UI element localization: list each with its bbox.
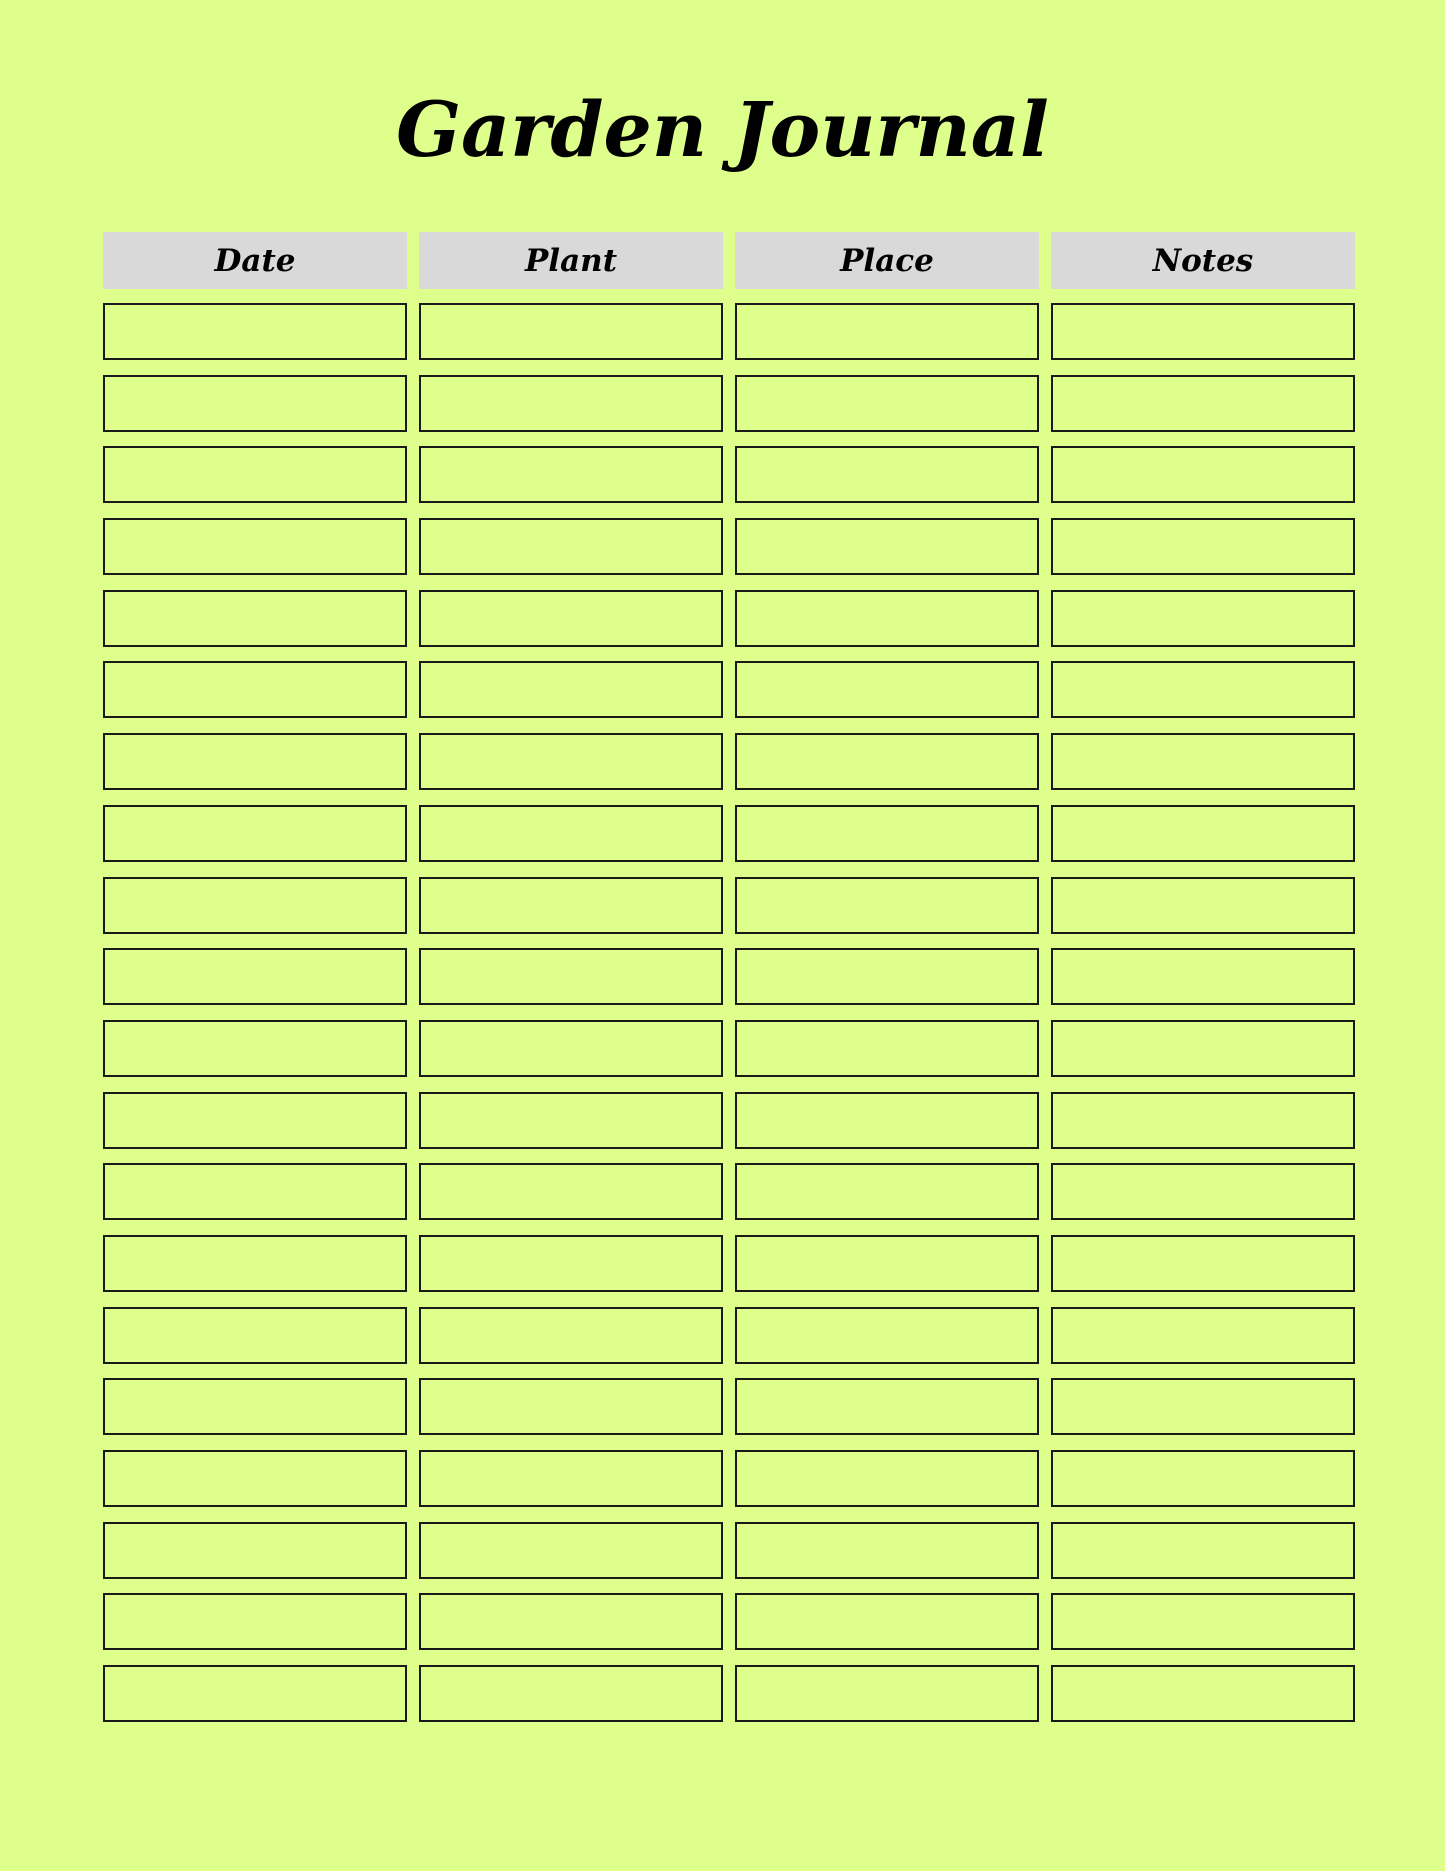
entry-cell-place[interactable] <box>735 446 1039 503</box>
column-header-plant: Plant <box>419 232 723 289</box>
entry-cell-place[interactable] <box>735 1378 1039 1435</box>
entry-cell-date[interactable] <box>103 1522 407 1579</box>
entry-cell-place[interactable] <box>735 303 1039 360</box>
table-row <box>103 518 1355 575</box>
table-row <box>103 948 1355 1005</box>
table-row <box>103 1593 1355 1650</box>
entry-cell-place[interactable] <box>735 1235 1039 1292</box>
entry-cell-notes[interactable] <box>1051 518 1355 575</box>
table-row <box>103 1092 1355 1149</box>
entry-cell-notes[interactable] <box>1051 948 1355 1005</box>
entry-cell-notes[interactable] <box>1051 375 1355 432</box>
entry-cell-notes[interactable] <box>1051 733 1355 790</box>
entry-cell-date[interactable] <box>103 590 407 647</box>
entry-cell-date[interactable] <box>103 877 407 934</box>
entry-cell-plant[interactable] <box>419 1020 723 1077</box>
entry-cell-plant[interactable] <box>419 1450 723 1507</box>
journal-table-body <box>103 303 1355 1737</box>
entry-cell-place[interactable] <box>735 1522 1039 1579</box>
table-row <box>103 805 1355 862</box>
table-row <box>103 1378 1355 1435</box>
entry-cell-place[interactable] <box>735 661 1039 718</box>
entry-cell-plant[interactable] <box>419 590 723 647</box>
column-header-date: Date <box>103 232 407 289</box>
entry-cell-date[interactable] <box>103 948 407 1005</box>
entry-cell-notes[interactable] <box>1051 1665 1355 1722</box>
entry-cell-date[interactable] <box>103 518 407 575</box>
entry-cell-date[interactable] <box>103 1235 407 1292</box>
entry-cell-notes[interactable] <box>1051 877 1355 934</box>
entry-cell-plant[interactable] <box>419 1307 723 1364</box>
entry-cell-date[interactable] <box>103 661 407 718</box>
entry-cell-plant[interactable] <box>419 877 723 934</box>
entry-cell-date[interactable] <box>103 1020 407 1077</box>
entry-cell-notes[interactable] <box>1051 1092 1355 1149</box>
entry-cell-place[interactable] <box>735 1307 1039 1364</box>
entry-cell-place[interactable] <box>735 1665 1039 1722</box>
entry-cell-date[interactable] <box>103 375 407 432</box>
table-row <box>103 1235 1355 1292</box>
table-row <box>103 661 1355 718</box>
entry-cell-plant[interactable] <box>419 1163 723 1220</box>
entry-cell-date[interactable] <box>103 1593 407 1650</box>
entry-cell-plant[interactable] <box>419 661 723 718</box>
table-row <box>103 1522 1355 1579</box>
entry-cell-notes[interactable] <box>1051 1163 1355 1220</box>
entry-cell-notes[interactable] <box>1051 1450 1355 1507</box>
entry-cell-notes[interactable] <box>1051 805 1355 862</box>
entry-cell-plant[interactable] <box>419 375 723 432</box>
entry-cell-plant[interactable] <box>419 1235 723 1292</box>
table-row <box>103 733 1355 790</box>
entry-cell-notes[interactable] <box>1051 661 1355 718</box>
column-header-place: Place <box>735 232 1039 289</box>
entry-cell-place[interactable] <box>735 805 1039 862</box>
entry-cell-place[interactable] <box>735 375 1039 432</box>
table-row <box>103 446 1355 503</box>
entry-cell-place[interactable] <box>735 1593 1039 1650</box>
entry-cell-notes[interactable] <box>1051 1378 1355 1435</box>
column-header-notes: Notes <box>1051 232 1355 289</box>
entry-cell-place[interactable] <box>735 1450 1039 1507</box>
entry-cell-place[interactable] <box>735 590 1039 647</box>
table-row <box>103 1307 1355 1364</box>
entry-cell-notes[interactable] <box>1051 303 1355 360</box>
entry-cell-date[interactable] <box>103 446 407 503</box>
entry-cell-plant[interactable] <box>419 303 723 360</box>
entry-cell-notes[interactable] <box>1051 590 1355 647</box>
table-header <box>103 232 1355 289</box>
entry-cell-place[interactable] <box>735 733 1039 790</box>
entry-cell-notes[interactable] <box>1051 1235 1355 1292</box>
entry-cell-date[interactable] <box>103 733 407 790</box>
entry-cell-place[interactable] <box>735 1092 1039 1149</box>
table-row <box>103 1450 1355 1507</box>
entry-cell-date[interactable] <box>103 1163 407 1220</box>
entry-cell-date[interactable] <box>103 303 407 360</box>
entry-cell-place[interactable] <box>735 1163 1039 1220</box>
entry-cell-plant[interactable] <box>419 805 723 862</box>
entry-cell-date[interactable] <box>103 1092 407 1149</box>
entry-cell-date[interactable] <box>103 1307 407 1364</box>
entry-cell-plant[interactable] <box>419 948 723 1005</box>
entry-cell-plant[interactable] <box>419 1092 723 1149</box>
entry-cell-plant[interactable] <box>419 733 723 790</box>
table-row <box>103 590 1355 647</box>
entry-cell-date[interactable] <box>103 1378 407 1435</box>
entry-cell-place[interactable] <box>735 948 1039 1005</box>
entry-cell-date[interactable] <box>103 1450 407 1507</box>
table-row <box>103 375 1355 432</box>
entry-cell-plant[interactable] <box>419 518 723 575</box>
table-row <box>103 877 1355 934</box>
entry-cell-date[interactable] <box>103 1665 407 1722</box>
entry-cell-place[interactable] <box>735 1020 1039 1077</box>
entry-cell-plant[interactable] <box>419 1665 723 1722</box>
table-row <box>103 1665 1355 1722</box>
entry-cell-notes[interactable] <box>1051 1307 1355 1364</box>
entry-cell-plant[interactable] <box>419 446 723 503</box>
entry-cell-notes[interactable] <box>1051 1522 1355 1579</box>
table-row <box>103 303 1355 360</box>
table-row <box>103 1163 1355 1220</box>
page-title: Garden Journal <box>396 85 1049 174</box>
entry-cell-plant[interactable] <box>419 1593 723 1650</box>
entry-cell-plant[interactable] <box>419 1378 723 1435</box>
entry-cell-notes[interactable] <box>1051 1593 1355 1650</box>
entry-cell-place[interactable] <box>735 877 1039 934</box>
entry-cell-place[interactable] <box>735 518 1039 575</box>
entry-cell-notes[interactable] <box>1051 1020 1355 1077</box>
entry-cell-notes[interactable] <box>1051 446 1355 503</box>
entry-cell-date[interactable] <box>103 805 407 862</box>
table-row <box>103 1020 1355 1077</box>
entry-cell-plant[interactable] <box>419 1522 723 1579</box>
